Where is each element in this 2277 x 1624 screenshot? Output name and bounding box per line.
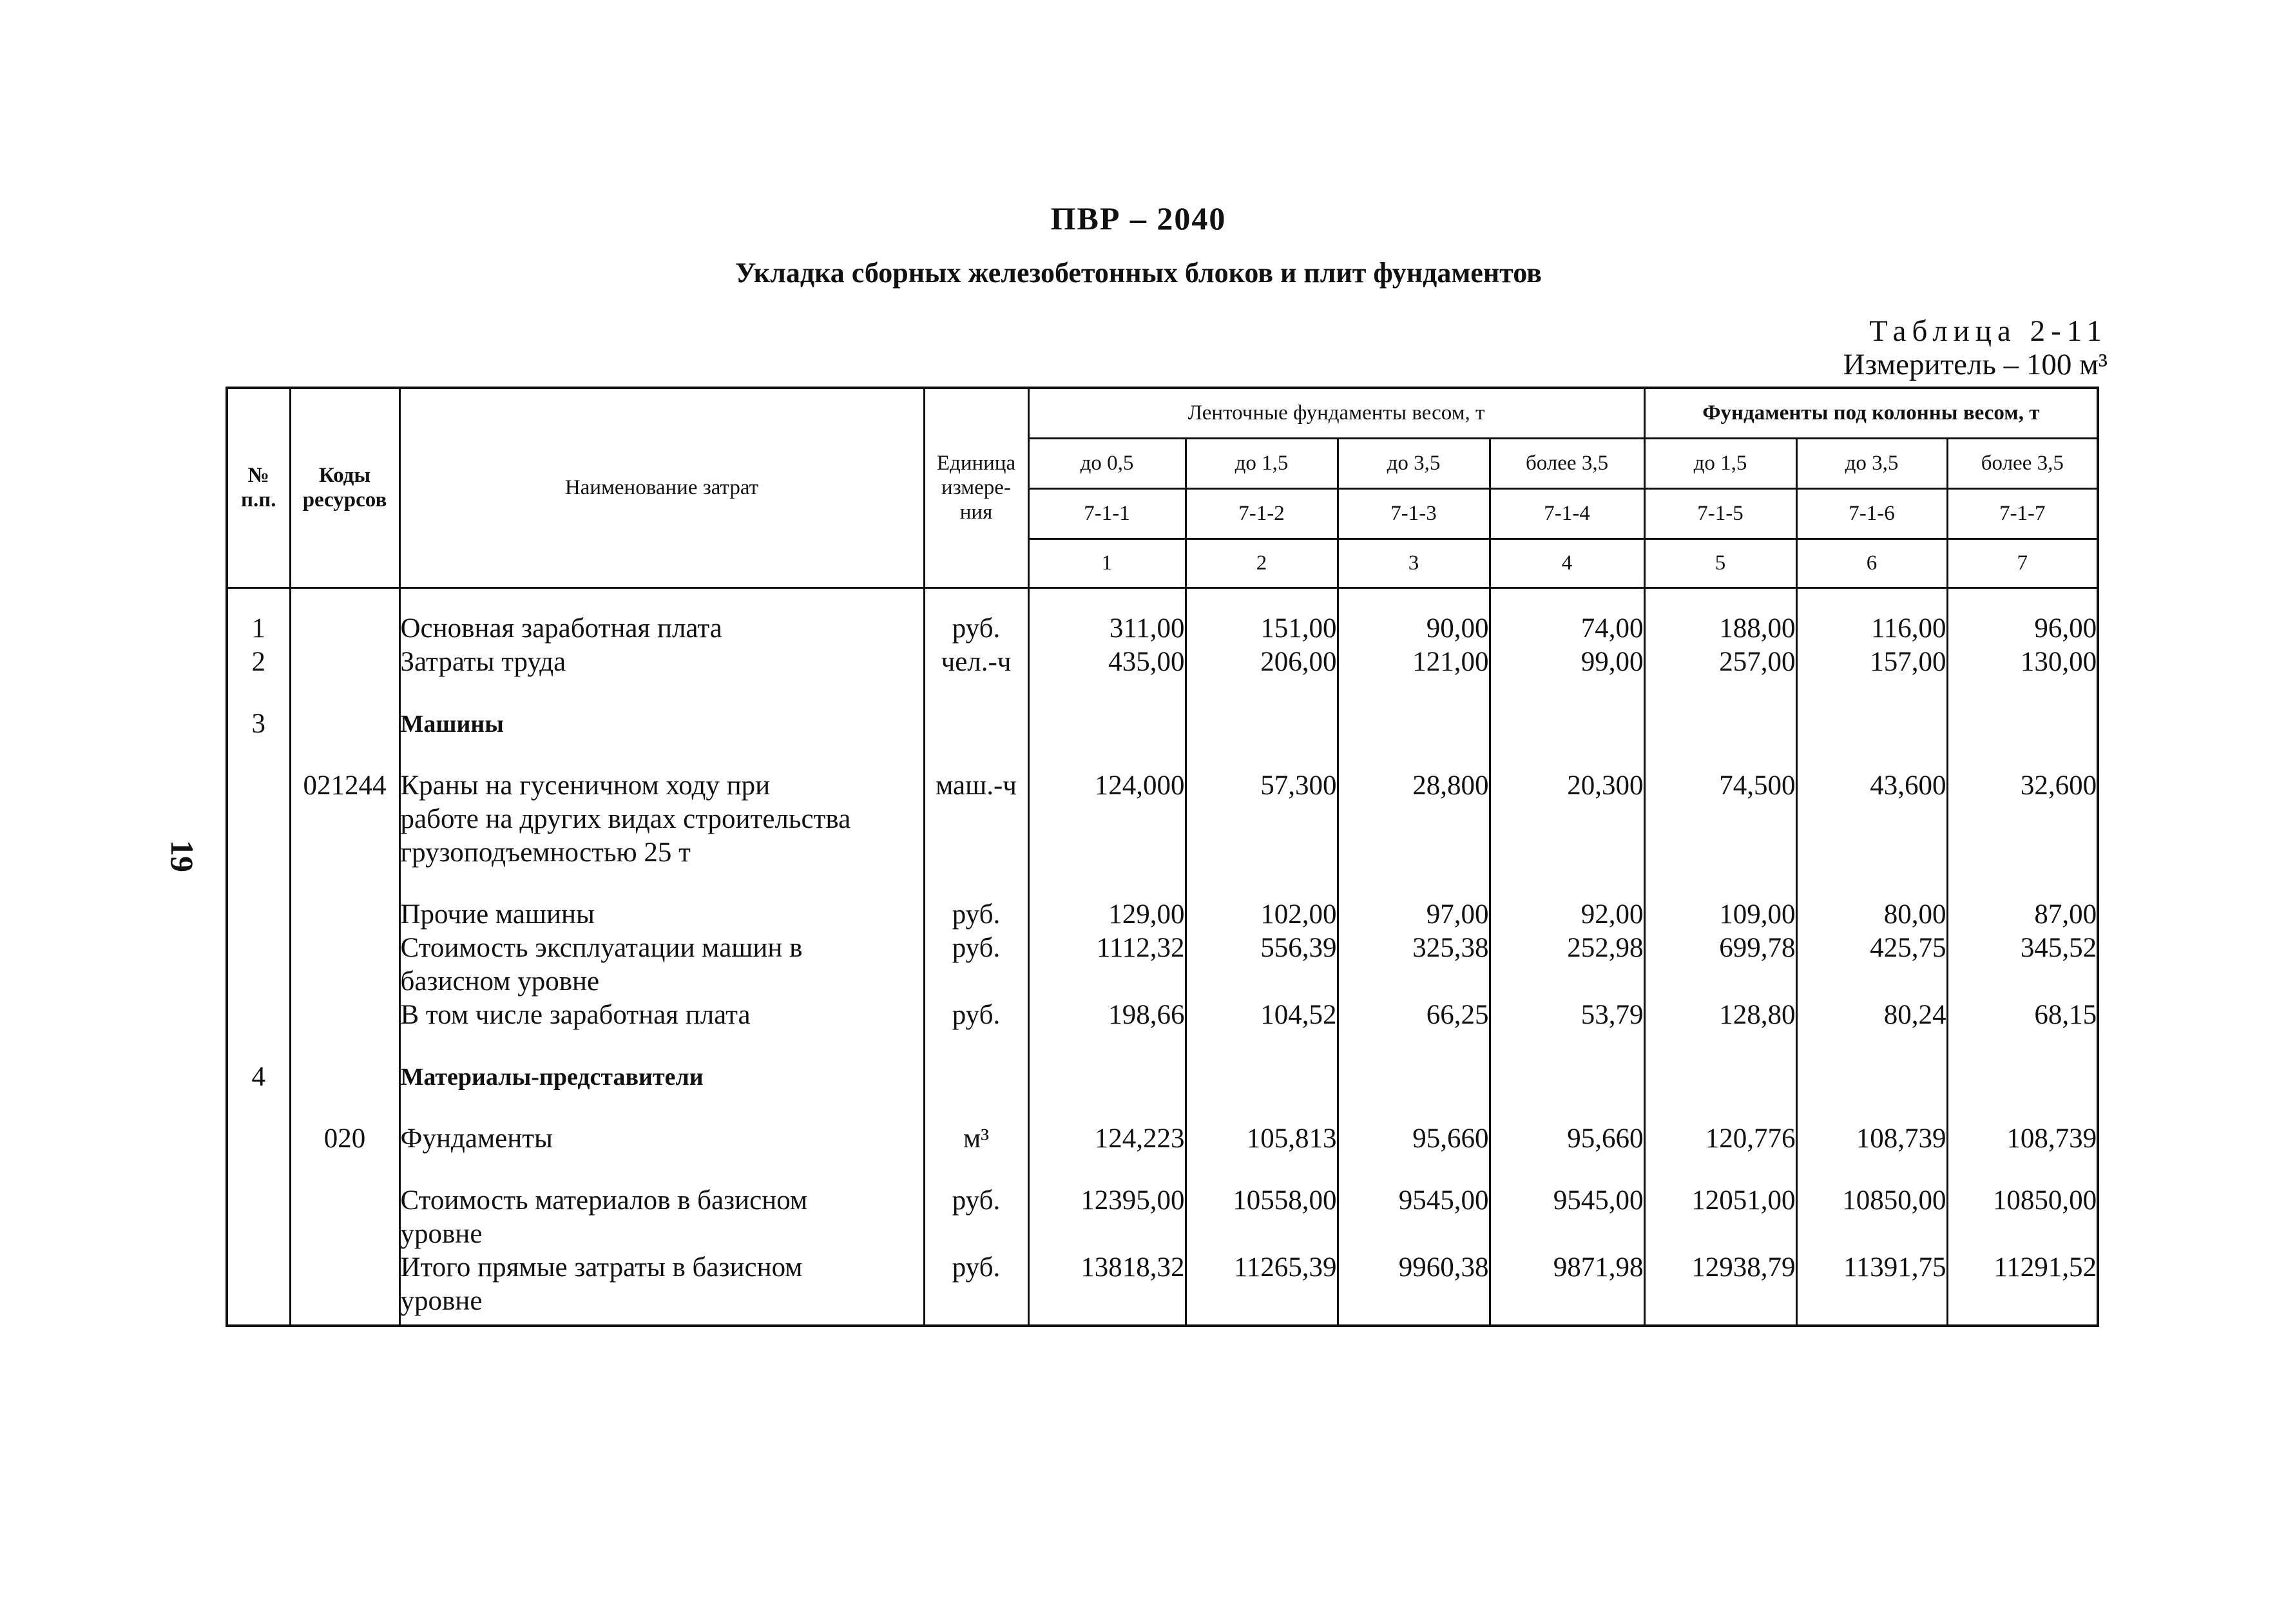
value-cell: 57,300 xyxy=(1260,770,1337,801)
row-spacer xyxy=(1948,679,2097,707)
value-cell: 325,38 xyxy=(1412,932,1489,963)
row-number: 4 xyxy=(251,1061,265,1092)
value-cell: 28,800 xyxy=(1412,770,1489,801)
document-title: ПВР – 2040 xyxy=(1050,200,1227,236)
value-cell xyxy=(1339,803,1489,836)
value-cell: 9960,38 xyxy=(1398,1252,1489,1283)
row-spacer xyxy=(1339,1094,1489,1122)
header-weight: до 3,5 xyxy=(1796,438,1947,488)
cost-name: Прочие машины xyxy=(400,899,595,930)
value-cell: 108,739 xyxy=(1856,1123,1946,1154)
value-cell: 206,00 xyxy=(1260,646,1337,677)
unit-cell xyxy=(925,965,1028,998)
value-cell: 12938,79 xyxy=(1691,1252,1796,1283)
row-spacer xyxy=(925,741,1028,769)
value-cell: 95,660 xyxy=(1412,1123,1489,1154)
value-cell xyxy=(1187,965,1337,998)
row-spacer xyxy=(228,741,289,769)
unit-cell: руб. xyxy=(952,1185,1001,1216)
value-cell xyxy=(1187,1218,1337,1251)
row-spacer xyxy=(291,741,399,769)
row-number xyxy=(228,965,289,998)
value-cell: 120,776 xyxy=(1705,1123,1796,1154)
unit-cell xyxy=(925,1060,1028,1094)
row-spacer xyxy=(291,679,399,707)
value-cell: 90,00 xyxy=(1426,613,1489,644)
row-spacer xyxy=(1187,1032,1337,1060)
value-cell xyxy=(1491,1285,1644,1318)
col-code xyxy=(290,588,399,1326)
cost-name: уровне xyxy=(400,1285,483,1316)
cost-name: работе на других видах строительства xyxy=(400,803,851,834)
header-col-number: 4 xyxy=(1490,539,1644,588)
row-number: 2 xyxy=(251,646,265,677)
row-spacer xyxy=(925,870,1028,898)
value-cell: 92,00 xyxy=(1580,899,1644,930)
col-value-3 xyxy=(1338,588,1490,1326)
row-spacer xyxy=(1646,1094,1796,1122)
unit-cell: м³ xyxy=(963,1123,990,1154)
resource-code xyxy=(291,645,399,679)
value-cell: 11291,52 xyxy=(1994,1252,2097,1283)
row-spacer xyxy=(1491,1156,1644,1184)
value-cell: 95,660 xyxy=(1567,1123,1644,1154)
cost-name: базисном уровне xyxy=(400,966,600,997)
row-spacer xyxy=(1798,679,1946,707)
table-caption xyxy=(1843,314,2108,381)
resource-code xyxy=(291,931,399,965)
unit-cell: руб. xyxy=(952,899,1001,930)
cost-name: В том числе заработная плата xyxy=(400,999,751,1030)
header-col-number: 5 xyxy=(1644,539,1796,588)
value-cell xyxy=(1798,1060,1946,1094)
value-cell: 10850,00 xyxy=(1992,1185,2097,1216)
value-cell xyxy=(1491,707,1644,741)
value-cell: 109,00 xyxy=(1719,899,1796,930)
value-cell: 80,00 xyxy=(1883,899,1946,930)
row-spacer xyxy=(401,1094,923,1122)
header-group-strip: Ленточные фундаменты весом, т xyxy=(1028,388,1644,438)
cost-name: грузоподъемностью 25 т xyxy=(400,837,691,868)
value-cell: 32,600 xyxy=(2020,770,2097,801)
row-spacer xyxy=(401,870,923,898)
header-norm-code: 7-1-6 xyxy=(1796,488,1947,539)
value-cell xyxy=(1187,1285,1337,1318)
row-spacer xyxy=(925,1094,1028,1122)
col-num xyxy=(227,588,290,1326)
value-cell: 104,52 xyxy=(1260,999,1337,1030)
row-spacer xyxy=(291,1156,399,1184)
value-cell xyxy=(1030,707,1185,741)
resource-code xyxy=(291,1060,399,1094)
row-number xyxy=(228,1285,289,1318)
unit-cell xyxy=(925,1218,1028,1251)
cost-name: Затраты труда xyxy=(400,646,566,677)
row-spacer xyxy=(1798,741,1946,769)
cost-name: уровне xyxy=(400,1218,483,1249)
header-unit: Единица измере- ния xyxy=(924,388,1028,588)
row-number xyxy=(228,1218,289,1251)
value-cell xyxy=(1339,1060,1489,1094)
header-group-columns: Фундаменты под колонны весом, т xyxy=(1644,388,2098,438)
value-cell: 108,739 xyxy=(2006,1123,2097,1154)
value-cell: 699,78 xyxy=(1719,932,1796,963)
table-label: Таблица 2-11 xyxy=(1869,314,2108,348)
row-spacer xyxy=(228,1032,289,1060)
value-cell: 68,15 xyxy=(2034,999,2097,1030)
value-cell: 11391,75 xyxy=(1843,1252,1946,1283)
value-cell: 97,00 xyxy=(1426,899,1489,930)
row-number xyxy=(228,1251,289,1285)
row-spacer xyxy=(401,741,923,769)
header-col-number: 2 xyxy=(1186,539,1338,588)
row-spacer xyxy=(1646,679,1796,707)
value-cell xyxy=(1491,803,1644,836)
page-number: 19 xyxy=(164,840,200,872)
value-cell xyxy=(1948,1060,2097,1094)
row-spacer xyxy=(401,1156,923,1184)
value-cell: 128,80 xyxy=(1719,999,1796,1030)
value-cell: 43,600 xyxy=(1870,770,1946,801)
col-value-5 xyxy=(1644,588,1796,1326)
resource-code xyxy=(291,1184,399,1218)
value-cell xyxy=(1030,1285,1185,1318)
value-cell: 311,00 xyxy=(1109,613,1185,644)
row-spacer xyxy=(1030,1094,1185,1122)
row-spacer xyxy=(1187,1156,1337,1184)
value-cell: 9871,98 xyxy=(1553,1252,1644,1283)
row-spacer xyxy=(1798,870,1946,898)
resource-code xyxy=(291,965,399,998)
value-cell: 116,00 xyxy=(1870,613,1946,644)
row-spacer xyxy=(1798,1094,1946,1122)
row-spacer xyxy=(925,1032,1028,1060)
unit-cell: руб. xyxy=(952,613,1001,644)
row-spacer xyxy=(401,679,923,707)
unit-cell: руб. xyxy=(952,932,1001,963)
value-cell xyxy=(1646,836,1796,870)
resource-code xyxy=(291,836,399,870)
value-cell: 99,00 xyxy=(1580,646,1644,677)
row-spacer xyxy=(925,679,1028,707)
value-cell: 96,00 xyxy=(2034,613,2097,644)
value-cell: 9545,00 xyxy=(1398,1185,1489,1216)
value-cell xyxy=(1948,803,2097,836)
row-spacer xyxy=(1948,1156,2097,1184)
value-cell: 151,00 xyxy=(1260,613,1337,644)
value-cell: 130,00 xyxy=(2020,646,2097,677)
value-cell xyxy=(1339,707,1489,741)
row-spacer xyxy=(1491,870,1644,898)
row-number xyxy=(228,1184,289,1218)
col-value-2 xyxy=(1186,588,1338,1326)
value-cell xyxy=(1491,1218,1644,1251)
value-cell: 10850,00 xyxy=(1842,1185,1946,1216)
header-num: № п.п. xyxy=(227,388,290,588)
header-col-number: 6 xyxy=(1796,539,1947,588)
value-cell xyxy=(1798,836,1946,870)
row-spacer xyxy=(401,1032,923,1060)
row-spacer xyxy=(1491,741,1644,769)
row-number xyxy=(228,931,289,965)
resource-code xyxy=(291,803,399,836)
value-cell: 425,75 xyxy=(1870,932,1946,963)
row-number xyxy=(228,803,289,836)
value-cell xyxy=(1030,1218,1185,1251)
header-name: Наименование затрат xyxy=(399,388,924,588)
row-spacer xyxy=(1798,1156,1946,1184)
row-spacer xyxy=(228,870,289,898)
row-spacer xyxy=(1646,741,1796,769)
col-value-7 xyxy=(1947,588,2098,1326)
row-spacer xyxy=(1339,679,1489,707)
group-heading: Материалы-представители xyxy=(400,1063,704,1091)
row-spacer xyxy=(1187,870,1337,898)
value-cell: 257,00 xyxy=(1719,646,1796,677)
row-spacer xyxy=(1030,741,1185,769)
value-cell: 129,00 xyxy=(1108,899,1185,930)
value-cell: 252,98 xyxy=(1567,932,1644,963)
unit-cell: руб. xyxy=(952,1252,1001,1283)
unit-cell xyxy=(925,707,1028,741)
row-spacer xyxy=(1646,870,1796,898)
value-cell xyxy=(1948,1285,2097,1318)
table-body-row xyxy=(227,588,2098,1326)
value-cell xyxy=(1187,803,1337,836)
value-cell: 66,25 xyxy=(1426,999,1489,1030)
value-cell xyxy=(1187,1060,1337,1094)
value-cell xyxy=(1030,1060,1185,1094)
measure-unit: Измеритель – 100 м³ xyxy=(1843,348,2108,381)
value-cell xyxy=(1646,803,1796,836)
value-cell: 12051,00 xyxy=(1691,1185,1796,1216)
value-cell: 74,500 xyxy=(1719,770,1796,801)
cost-name: Краны на гусеничном ходу при xyxy=(400,770,771,801)
value-cell: 121,00 xyxy=(1412,646,1489,677)
value-cell: 105,813 xyxy=(1246,1123,1337,1154)
header-norm-code: 7-1-7 xyxy=(1947,488,2098,539)
header-norm-code: 7-1-1 xyxy=(1028,488,1186,539)
header-weight: до 3,5 xyxy=(1338,438,1490,488)
header-norm-code: 7-1-5 xyxy=(1644,488,1796,539)
row-spacer xyxy=(1948,1094,2097,1122)
resource-code xyxy=(291,707,399,741)
row-spacer xyxy=(291,1094,399,1122)
value-cell xyxy=(1491,836,1644,870)
row-spacer xyxy=(228,679,289,707)
value-cell: 435,00 xyxy=(1108,646,1185,677)
value-cell xyxy=(1030,965,1185,998)
value-cell xyxy=(1948,965,2097,998)
row-number: 3 xyxy=(251,708,265,739)
row-spacer xyxy=(1030,870,1185,898)
value-cell: 157,00 xyxy=(1870,646,1946,677)
header-codes: Коды ресурсов xyxy=(290,388,399,588)
group-heading: Машины xyxy=(400,710,504,738)
unit-cell: маш.-ч xyxy=(936,770,1017,801)
value-cell xyxy=(1646,1060,1796,1094)
header-norm-code: 7-1-2 xyxy=(1186,488,1338,539)
resource-code xyxy=(291,612,399,645)
resource-code xyxy=(291,898,399,931)
header-weight: более 3,5 xyxy=(1490,438,1644,488)
row-spacer xyxy=(1948,1032,2097,1060)
value-cell: 87,00 xyxy=(2034,899,2097,930)
value-cell xyxy=(1491,965,1644,998)
value-cell xyxy=(1339,836,1489,870)
value-cell: 102,00 xyxy=(1260,899,1337,930)
resource-code xyxy=(291,1218,399,1251)
value-cell xyxy=(1030,803,1185,836)
unit-cell xyxy=(925,836,1028,870)
value-cell xyxy=(1339,1285,1489,1318)
value-cell xyxy=(1646,1285,1796,1318)
col-value-1 xyxy=(1028,588,1186,1326)
value-cell xyxy=(1798,1285,1946,1318)
value-cell: 124,000 xyxy=(1094,770,1185,801)
header-weight: более 3,5 xyxy=(1947,438,2098,488)
value-cell: 9545,00 xyxy=(1553,1185,1644,1216)
norms-table xyxy=(226,387,2099,1327)
unit-cell: чел.-ч xyxy=(941,646,1012,677)
value-cell: 53,79 xyxy=(1580,999,1644,1030)
col-unit xyxy=(924,588,1028,1326)
cost-name: Основная заработная плата xyxy=(400,613,722,644)
row-spacer xyxy=(1187,741,1337,769)
row-spacer xyxy=(1030,1032,1185,1060)
value-cell: 13818,32 xyxy=(1081,1252,1185,1283)
value-cell xyxy=(1030,836,1185,870)
row-number xyxy=(228,836,289,870)
row-spacer xyxy=(228,1156,289,1184)
row-spacer xyxy=(1187,1094,1337,1122)
row-spacer xyxy=(925,1156,1028,1184)
row-spacer xyxy=(228,1094,289,1122)
resource-code xyxy=(291,1251,399,1285)
header-weight: до 1,5 xyxy=(1644,438,1796,488)
value-cell: 1112,32 xyxy=(1096,932,1185,963)
row-spacer xyxy=(1030,1156,1185,1184)
row-spacer xyxy=(291,1032,399,1060)
row-spacer xyxy=(1339,1032,1489,1060)
value-cell xyxy=(1491,1060,1644,1094)
resource-code xyxy=(291,1285,399,1318)
col-value-6 xyxy=(1796,588,1947,1326)
col-value-4 xyxy=(1490,588,1644,1326)
row-spacer xyxy=(1187,679,1337,707)
cost-name: Стоимость материалов в базисном xyxy=(400,1185,808,1216)
value-cell: 74,00 xyxy=(1580,613,1644,644)
value-cell xyxy=(1798,1218,1946,1251)
document-subtitle: Укладка сборных железобетонных блоков и плит фундаментов xyxy=(735,257,1542,289)
value-cell xyxy=(1798,707,1946,741)
value-cell: 80,24 xyxy=(1883,999,1946,1030)
value-cell xyxy=(1948,707,2097,741)
unit-cell xyxy=(925,803,1028,836)
row-number xyxy=(228,998,289,1032)
unit-cell: руб. xyxy=(952,999,1001,1030)
value-cell xyxy=(1187,707,1337,741)
row-spacer xyxy=(1491,679,1644,707)
header-col-number: 3 xyxy=(1338,539,1490,588)
value-cell: 12395,00 xyxy=(1081,1185,1185,1216)
resource-code: 020 xyxy=(323,1123,366,1154)
cost-name: Стоимость эксплуатации машин в xyxy=(400,932,803,963)
unit-cell xyxy=(925,1285,1028,1318)
header-norm-code: 7-1-3 xyxy=(1338,488,1490,539)
value-cell: 20,300 xyxy=(1567,770,1644,801)
row-spacer xyxy=(1798,1032,1946,1060)
resource-code: 021244 xyxy=(303,770,387,801)
row-spacer xyxy=(1339,1156,1489,1184)
row-spacer xyxy=(1339,870,1489,898)
resource-code xyxy=(291,998,399,1032)
value-cell xyxy=(1948,1218,2097,1251)
value-cell xyxy=(1646,707,1796,741)
cost-name: Итого прямые затраты в базисном xyxy=(400,1252,803,1283)
row-spacer xyxy=(1339,741,1489,769)
row-number xyxy=(228,1122,289,1156)
header-norm-code: 7-1-4 xyxy=(1490,488,1644,539)
value-cell: 188,00 xyxy=(1719,613,1796,644)
row-spacer xyxy=(1646,1032,1796,1060)
value-cell xyxy=(1187,836,1337,870)
value-cell xyxy=(1798,803,1946,836)
value-cell xyxy=(1339,965,1489,998)
value-cell xyxy=(1798,965,1946,998)
row-spacer xyxy=(291,870,399,898)
header-col-number: 7 xyxy=(1947,539,2098,588)
row-spacer xyxy=(1948,870,2097,898)
header-weight: до 1,5 xyxy=(1186,438,1338,488)
col-name xyxy=(399,588,924,1326)
value-cell: 556,39 xyxy=(1260,932,1337,963)
value-cell xyxy=(1646,965,1796,998)
value-cell: 10558,00 xyxy=(1233,1185,1337,1216)
row-spacer xyxy=(1646,1156,1796,1184)
row-number xyxy=(228,898,289,931)
row-spacer xyxy=(1491,1032,1644,1060)
value-cell: 11265,39 xyxy=(1233,1252,1337,1283)
cost-name: Фундаменты xyxy=(400,1123,553,1154)
header-col-number: 1 xyxy=(1028,539,1186,588)
value-cell xyxy=(1646,1218,1796,1251)
row-number: 1 xyxy=(251,613,265,644)
value-cell xyxy=(1339,1218,1489,1251)
value-cell: 345,52 xyxy=(2020,932,2097,963)
row-spacer xyxy=(1030,679,1185,707)
row-spacer xyxy=(1491,1094,1644,1122)
value-cell xyxy=(1948,836,2097,870)
value-cell: 124,223 xyxy=(1094,1123,1185,1154)
row-spacer xyxy=(1948,741,2097,769)
value-cell: 198,66 xyxy=(1108,999,1185,1030)
row-number xyxy=(228,769,289,803)
header-weight: до 0,5 xyxy=(1028,438,1186,488)
